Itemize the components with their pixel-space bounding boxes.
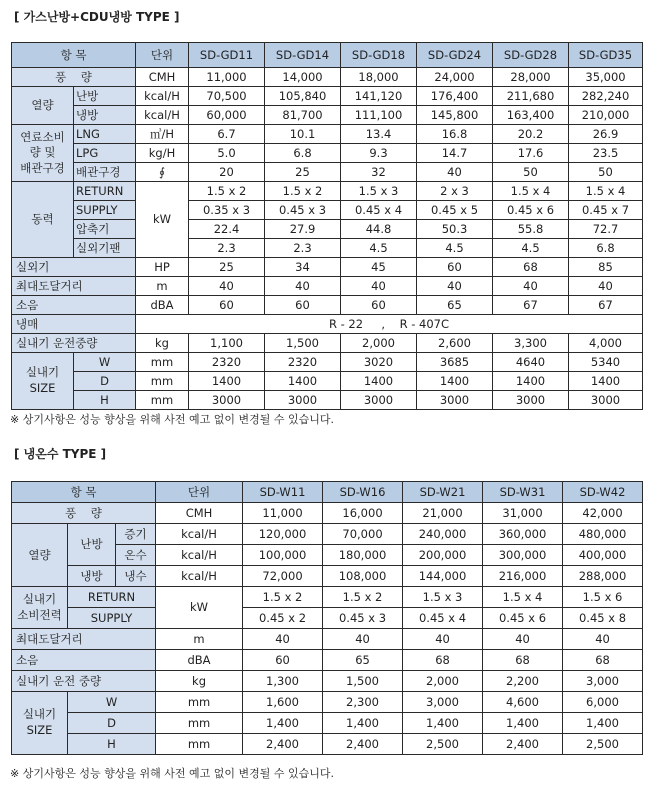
header-item: 항 목 [12, 43, 136, 68]
table-row [12, 68, 643, 87]
value-cell: 2,400 [483, 734, 563, 755]
value-cell: 120,000 [243, 524, 323, 545]
value-cell: 0.45 x 6 [483, 608, 563, 629]
value-cell: 1,500 [323, 671, 403, 692]
value-cell: 210,000 [569, 106, 643, 125]
value-cell: 2.3 [265, 239, 341, 258]
value-cell: 42,000 [563, 503, 643, 524]
table-row [12, 566, 643, 587]
value-cell: 300,000 [483, 545, 563, 566]
model-header: SD-GD28 [493, 43, 569, 68]
value-cell: 1.5 x 2 [189, 182, 265, 201]
value-cell: 100,000 [243, 545, 323, 566]
value-cell: 2.3 [189, 239, 265, 258]
value-cell: 14.7 [417, 144, 493, 163]
value-cell: 16.8 [417, 125, 493, 144]
row-label: RETURN [68, 587, 156, 608]
table-row [12, 671, 643, 692]
value-cell: 11,000 [243, 503, 323, 524]
value-cell: 5.0 [189, 144, 265, 163]
table-row [12, 87, 643, 106]
value-cell: 2,400 [243, 734, 323, 755]
model-header: SD-W21 [403, 482, 483, 503]
value-cell: 31,000 [483, 503, 563, 524]
row-label: D [68, 713, 156, 734]
row-label: 냉방 [74, 106, 136, 125]
value-cell: 25 [265, 163, 341, 182]
value-cell: 6,000 [563, 692, 643, 713]
value-cell: 6.8 [569, 239, 643, 258]
unit-cell: mm [136, 353, 189, 372]
unit-cell: m [156, 629, 243, 650]
value-cell: 1.5 x 4 [493, 182, 569, 201]
value-cell: 40 [493, 277, 569, 296]
unit-cell: CMH [136, 68, 189, 87]
value-cell: 1,600 [243, 692, 323, 713]
value-cell: 1.5 x 4 [569, 182, 643, 201]
value-cell: 6.8 [265, 144, 341, 163]
value-cell: 0.45 x 4 [341, 201, 417, 220]
row-label: 온수 [116, 545, 156, 566]
value-cell: 23.5 [569, 144, 643, 163]
value-cell: 67 [569, 296, 643, 315]
value-cell: 40 [341, 277, 417, 296]
model-header: SD-GD35 [569, 43, 643, 68]
unit-cell: mm [136, 391, 189, 410]
value-cell: 85 [569, 258, 643, 277]
value-cell: 1.5 x 2 [323, 587, 403, 608]
value-cell: 34 [265, 258, 341, 277]
model-header: SD-GD24 [417, 43, 493, 68]
value-cell: 2,400 [323, 734, 403, 755]
value-cell: 282,240 [569, 87, 643, 106]
value-cell: 2 x 3 [417, 182, 493, 201]
table-row [12, 163, 643, 182]
value-cell: 40 [417, 163, 493, 182]
row-label: W [74, 353, 136, 372]
value-cell: 0.45 x 7 [569, 201, 643, 220]
row-label: LPG [74, 144, 136, 163]
unit-cell: CMH [156, 503, 243, 524]
value-cell: 400,000 [563, 545, 643, 566]
value-cell: 40 [483, 629, 563, 650]
value-cell: 40 [323, 629, 403, 650]
value-cell: 60 [265, 296, 341, 315]
value-cell: 45 [341, 258, 417, 277]
row-label: RETURN [74, 182, 136, 201]
value-cell: 35,000 [569, 68, 643, 87]
value-cell: 11,000 [189, 68, 265, 87]
value-cell: 144,000 [403, 566, 483, 587]
row-label: 최대도달거리 [12, 277, 136, 296]
unit-cell: kg/H [136, 144, 189, 163]
row-label: 냉수 [116, 566, 156, 587]
value-cell: 0.45 x 3 [323, 608, 403, 629]
value-cell: 68 [493, 258, 569, 277]
value-cell: 44.8 [341, 220, 417, 239]
model-header: SD-W42 [563, 482, 643, 503]
group-label: 동력 [12, 182, 74, 258]
value-cell: 50.3 [417, 220, 493, 239]
table-row [12, 182, 643, 201]
table-row [12, 372, 643, 391]
value-cell: 40 [189, 277, 265, 296]
value-cell: 70,000 [323, 524, 403, 545]
value-cell: 1400 [417, 372, 493, 391]
value-cell: 67 [493, 296, 569, 315]
value-cell: 4640 [493, 353, 569, 372]
row-label: 소음 [12, 650, 156, 671]
value-cell: 105,840 [265, 87, 341, 106]
value-cell: 20.2 [493, 125, 569, 144]
value-cell: 1.5 x 3 [403, 587, 483, 608]
group-label: 열량 [12, 87, 74, 125]
value-cell: 2,200 [483, 671, 563, 692]
unit-cell: dBA [136, 296, 189, 315]
header-item: 항 목 [12, 482, 156, 503]
unit-cell: kcal/H [156, 545, 243, 566]
table-row [12, 201, 643, 220]
value-cell: 20 [189, 163, 265, 182]
value-cell: 1.5 x 3 [341, 182, 417, 201]
water-section-title: [ 냉온수 TYPE ] [14, 447, 107, 461]
value-cell: 1400 [265, 372, 341, 391]
unit-cell: mm [156, 713, 243, 734]
table-row [12, 353, 643, 372]
value-cell: 3000 [569, 391, 643, 410]
row-label: 최대도달거리 [12, 629, 156, 650]
unit-cell: ㎥/H [136, 125, 189, 144]
value-cell: 27.9 [265, 220, 341, 239]
value-cell: 2320 [189, 353, 265, 372]
row-label: 소음 [12, 296, 136, 315]
row-label: 실내기 운전중량 [12, 334, 136, 353]
value-cell: 4,600 [483, 692, 563, 713]
value-cell: 2,500 [563, 734, 643, 755]
value-cell: 70,500 [189, 87, 265, 106]
value-cell: 3000 [493, 391, 569, 410]
row-label: 풍 량 [12, 503, 156, 524]
model-header: SD-GD18 [341, 43, 417, 68]
value-cell: 21,000 [403, 503, 483, 524]
value-cell: 240,000 [403, 524, 483, 545]
value-cell: 3,300 [493, 334, 569, 353]
value-cell: 6.7 [189, 125, 265, 144]
unit-cell: kcal/H [136, 106, 189, 125]
gas-section-title: [ 가스난방+CDU냉방 TYPE ] [14, 10, 180, 24]
value-cell: 0.45 x 2 [243, 608, 323, 629]
model-header: SD-W31 [483, 482, 563, 503]
table-header-row [12, 482, 643, 503]
row-label: LNG [74, 125, 136, 144]
header-unit: 단위 [156, 482, 243, 503]
group-label: 실내기 SIZE [12, 692, 68, 755]
water-footnote: ※ 상기사항은 성능 향상을 위해 사전 예고 없이 변경될 수 있습니다. [10, 767, 334, 780]
gas-footnote: ※ 상기사항은 성능 향상을 위해 사전 예고 없이 변경될 수 있습니다. [10, 413, 334, 426]
table-row [12, 692, 643, 713]
value-cell: 180,000 [323, 545, 403, 566]
table-row [12, 125, 643, 144]
value-cell: 211,680 [493, 87, 569, 106]
value-cell: 3000 [417, 391, 493, 410]
unit-cell: HP [136, 258, 189, 277]
value-cell: 3000 [189, 391, 265, 410]
water-spec-table [11, 481, 643, 755]
value-cell: 60 [189, 296, 265, 315]
value-cell: 2,000 [403, 671, 483, 692]
table-row [12, 315, 643, 334]
value-cell: 1,100 [189, 334, 265, 353]
value-cell: 480,000 [563, 524, 643, 545]
value-cell: 40 [563, 629, 643, 650]
unit-cell: kW [136, 182, 189, 258]
value-cell: 216,000 [483, 566, 563, 587]
value-cell: 68 [403, 650, 483, 671]
table-row [12, 524, 643, 545]
row-label: 증기 [116, 524, 156, 545]
value-cell: 176,400 [417, 87, 493, 106]
value-cell: 1400 [189, 372, 265, 391]
value-cell: 163,400 [493, 106, 569, 125]
value-cell: 2,500 [403, 734, 483, 755]
value-cell: 1400 [569, 372, 643, 391]
value-cell: 65 [417, 296, 493, 315]
row-label: H [68, 734, 156, 755]
unit-cell: kcal/H [136, 87, 189, 106]
value-cell: 55.8 [493, 220, 569, 239]
value-cell: 3,000 [563, 671, 643, 692]
value-cell: 141,120 [341, 87, 417, 106]
value-cell: 1.5 x 2 [243, 587, 323, 608]
unit-cell: kg [156, 671, 243, 692]
row-label: SUPPLY [74, 201, 136, 220]
table-row [12, 277, 643, 296]
value-cell: 1,500 [265, 334, 341, 353]
unit-cell: mm [136, 372, 189, 391]
row-label: 냉매 [12, 315, 136, 334]
value-cell: 4,000 [569, 334, 643, 353]
value-cell: 68 [483, 650, 563, 671]
model-header: SD-W11 [243, 482, 323, 503]
subgroup-label: 난방 [68, 524, 116, 566]
table-row [12, 334, 643, 353]
value-cell: 1,400 [323, 713, 403, 734]
value-cell: 60 [341, 296, 417, 315]
value-cell: 4.5 [341, 239, 417, 258]
row-label: D [74, 372, 136, 391]
value-cell: 2320 [265, 353, 341, 372]
subgroup-label: 냉방 [68, 566, 116, 587]
value-cell: 0.45 x 5 [417, 201, 493, 220]
unit-cell: ∮ [136, 163, 189, 182]
unit-cell: kg [136, 334, 189, 353]
value-cell: 360,000 [483, 524, 563, 545]
unit-cell: m [136, 277, 189, 296]
value-cell: 200,000 [403, 545, 483, 566]
table-row [12, 503, 643, 524]
value-cell: 9.3 [341, 144, 417, 163]
value-cell: 68 [563, 650, 643, 671]
value-cell: 3685 [417, 353, 493, 372]
table-row [12, 258, 643, 277]
table-row [12, 608, 643, 629]
value-cell: 0.45 x 3 [265, 201, 341, 220]
table-row [12, 713, 643, 734]
table-row [12, 106, 643, 125]
row-label: 실외기팬 [74, 239, 136, 258]
value-cell: 81,700 [265, 106, 341, 125]
value-cell: 72,000 [243, 566, 323, 587]
row-label: 실내기 운전 중량 [12, 671, 156, 692]
value-cell: 28,000 [493, 68, 569, 87]
row-label: 풍 량 [12, 68, 136, 87]
value-cell: 1,400 [563, 713, 643, 734]
table-header-row [12, 43, 643, 68]
value-cell: 3020 [341, 353, 417, 372]
model-header: SD-GD11 [189, 43, 265, 68]
value-cell: 40 [417, 277, 493, 296]
unit-cell: kW [156, 587, 243, 629]
value-cell: 50 [493, 163, 569, 182]
value-cell: 1.5 x 6 [563, 587, 643, 608]
value-cell: 0.45 x 6 [493, 201, 569, 220]
value-cell: 1,300 [243, 671, 323, 692]
table-row [12, 587, 643, 608]
row-label: 실외기 [12, 258, 136, 277]
value-cell: 60,000 [189, 106, 265, 125]
value-cell: 22.4 [189, 220, 265, 239]
row-label: H [74, 391, 136, 410]
value-cell: 40 [243, 629, 323, 650]
value-cell: 3000 [341, 391, 417, 410]
value-cell: 40 [265, 277, 341, 296]
unit-cell: kcal/H [156, 524, 243, 545]
value-cell: 288,000 [563, 566, 643, 587]
value-cell: 17.6 [493, 144, 569, 163]
unit-cell: kcal/H [156, 566, 243, 587]
value-cell: 26.9 [569, 125, 643, 144]
value-cell: 2,000 [341, 334, 417, 353]
unit-cell: dBA [156, 650, 243, 671]
value-cell: 32 [341, 163, 417, 182]
value-cell: 2,600 [417, 334, 493, 353]
group-label: 실내기 소비전력 [12, 587, 68, 629]
value-cell: 4.5 [417, 239, 493, 258]
value-cell: 145,800 [417, 106, 493, 125]
value-cell: 0.45 x 4 [403, 608, 483, 629]
value-cell: 16,000 [323, 503, 403, 524]
table-row [12, 734, 643, 755]
row-label: W [68, 692, 156, 713]
table-row [12, 391, 643, 410]
value-cell: 1,400 [243, 713, 323, 734]
value-cell: 1.5 x 2 [265, 182, 341, 201]
table-row [12, 650, 643, 671]
value-cell: 0.45 x 8 [563, 608, 643, 629]
value-cell: 60 [417, 258, 493, 277]
row-label: 압축기 [74, 220, 136, 239]
table-row [12, 629, 643, 650]
value-cell: 2,300 [323, 692, 403, 713]
row-label: 난방 [74, 87, 136, 106]
value-cell: 3,000 [403, 692, 483, 713]
value-cell: 40 [569, 277, 643, 296]
model-header: SD-W16 [323, 482, 403, 503]
table-row [12, 144, 643, 163]
value-cell: 24,000 [417, 68, 493, 87]
value-cell: 1400 [341, 372, 417, 391]
group-label: 연료소비 량 및 배관구경 [12, 125, 74, 182]
row-label: SUPPLY [68, 608, 156, 629]
value-cell: 1,400 [403, 713, 483, 734]
value-cell: 108,000 [323, 566, 403, 587]
header-unit: 단위 [136, 43, 189, 68]
refrigerant-value: R - 22 , R - 407C [136, 315, 643, 334]
value-cell: 65 [323, 650, 403, 671]
model-header: SD-GD14 [265, 43, 341, 68]
value-cell: 14,000 [265, 68, 341, 87]
value-cell: 72.7 [569, 220, 643, 239]
value-cell: 0.35 x 3 [189, 201, 265, 220]
value-cell: 25 [189, 258, 265, 277]
value-cell: 4.5 [493, 239, 569, 258]
value-cell: 50 [569, 163, 643, 182]
value-cell: 10.1 [265, 125, 341, 144]
group-label: 실내기 SIZE [12, 353, 74, 410]
value-cell: 1,400 [483, 713, 563, 734]
value-cell: 40 [403, 629, 483, 650]
group-label: 열량 [12, 524, 68, 587]
value-cell: 5340 [569, 353, 643, 372]
unit-cell: mm [156, 692, 243, 713]
value-cell: 13.4 [341, 125, 417, 144]
value-cell: 60 [243, 650, 323, 671]
value-cell: 1.5 x 4 [483, 587, 563, 608]
row-label: 배관구경 [74, 163, 136, 182]
gas-spec-table [11, 42, 643, 410]
table-row [12, 296, 643, 315]
unit-cell: mm [156, 734, 243, 755]
value-cell: 1400 [493, 372, 569, 391]
value-cell: 18,000 [341, 68, 417, 87]
table-row [12, 239, 643, 258]
value-cell: 3000 [265, 391, 341, 410]
value-cell: 111,100 [341, 106, 417, 125]
table-row [12, 220, 643, 239]
